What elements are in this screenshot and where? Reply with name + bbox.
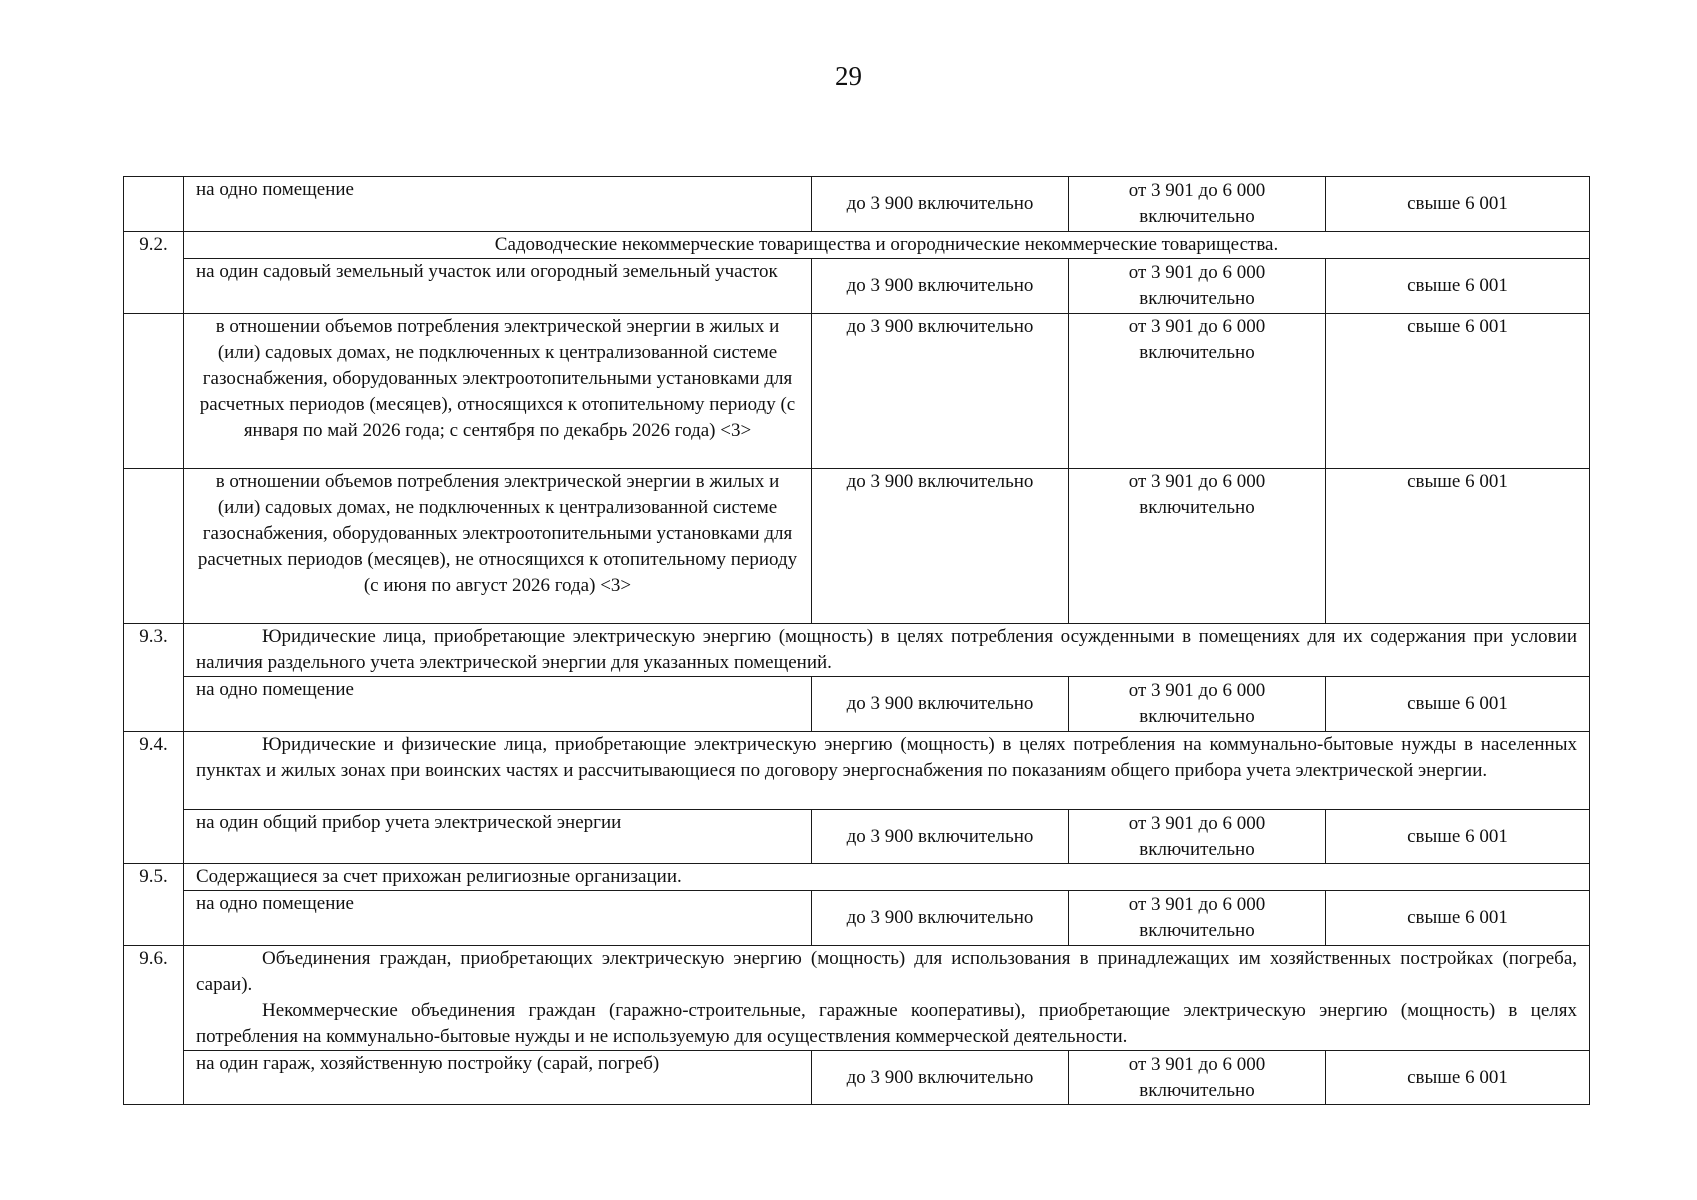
tariff-table <box>123 176 1590 1105</box>
table-row <box>124 1051 1590 1105</box>
row-label: на одно помещение <box>184 677 812 732</box>
row-label: на одно помещение <box>184 891 812 946</box>
range-low-cell: до 3 900 включительно <box>812 677 1069 732</box>
range-low-cell: до 3 900 включительно <box>812 891 1069 946</box>
section-heading: Объединения граждан, приобретающих электрическую энергию (мощность) для использования в принадлежащих им хозяйственных постройках (погреба, сараи). <box>196 948 1577 995</box>
row-label: на один гараж, хозяйственную постройку (сарай, погреб) <box>184 1051 812 1105</box>
range-low-cell: до 3 900 включительно <box>812 259 1069 314</box>
row-number-cell <box>124 177 184 232</box>
range-low-cell: до 3 900 включительно <box>812 177 1069 232</box>
range-mid-cell: от 3 901 до 6 000 включительно <box>1069 469 1326 624</box>
section-heading: Юридические лица, приобретающие электрическую энергию (мощность) в целях потребления осужденными в помещениях для их содержания при условии наличия раздельного учета электрической энергии для указанных помещений. <box>196 626 1577 673</box>
section-heading-cell <box>184 732 1590 810</box>
section-number: 9.4. <box>124 732 184 864</box>
section-heading-row <box>124 624 1590 677</box>
range-high-cell: свыше 6 001 <box>1326 259 1590 314</box>
section-heading-row <box>124 864 1590 891</box>
row-label: в отношении объемов потребления электрической энергии в жилых и (или) садовых домах, не подключенных к централизованной системе газоснабжения, оборудованных электроотопительными установками для расчетных периодов (месяцев), относящихся к отопительному периоду (с января по май 2026 года; с сентября по декабрь 2026 года) <3> <box>184 314 812 469</box>
section-heading-cell <box>184 946 1590 1051</box>
section-heading: Содержащиеся за счет прихожан религиозные организации. <box>184 864 1590 891</box>
table-row <box>124 259 1590 314</box>
table-row <box>124 177 1590 232</box>
section-heading-row <box>124 232 1590 259</box>
range-high-cell: свыше 6 001 <box>1326 469 1590 624</box>
section-heading-continued: Некоммерческие объединения граждан (гаражно-строительные, гаражные кооперативы), приобретающие электрическую энергию (мощность) в целях потребления на коммунально-бытовые нужды и не используемую для осуществления коммерческой деятельности. <box>196 1000 1577 1047</box>
section-number: 9.3. <box>124 624 184 732</box>
range-high-cell: свыше 6 001 <box>1326 810 1590 864</box>
row-number-cell <box>124 314 184 469</box>
section-heading-row <box>124 946 1590 1051</box>
section-heading: Юридические и физические лица, приобретающие электрическую энергию (мощность) в целях потребления на коммунально-бытовые нужды в населенных пунктах и жилых зонах при воинских частях и рассчитывающиеся по договору энергоснабжения по показаниям общего прибора учета электрической энергии. <box>196 734 1577 781</box>
section-number: 9.5. <box>124 864 184 946</box>
section-number: 9.2. <box>124 232 184 314</box>
table-row <box>124 469 1590 624</box>
section-heading-cell <box>184 624 1590 677</box>
range-high-cell: свыше 6 001 <box>1326 314 1590 469</box>
range-mid-cell: от 3 901 до 6 000 включительно <box>1069 810 1326 864</box>
table-row <box>124 677 1590 732</box>
row-label: в отношении объемов потребления электрической энергии в жилых и (или) садовых домах, не подключенных к централизованной системе газоснабжения, оборудованных электроотопительными установками для расчетных периодов (месяцев), не относящихся к отопительному периоду (с июня по август 2026 года) <3> <box>184 469 812 624</box>
section-heading-row <box>124 732 1590 810</box>
range-high-cell: свыше 6 001 <box>1326 177 1590 232</box>
row-number-cell <box>124 469 184 624</box>
row-label: на один общий прибор учета электрической энергии <box>184 810 812 864</box>
section-number: 9.6. <box>124 946 184 1105</box>
range-high-cell: свыше 6 001 <box>1326 1051 1590 1105</box>
range-low-cell: до 3 900 включительно <box>812 314 1069 469</box>
range-high-cell: свыше 6 001 <box>1326 891 1590 946</box>
range-low-cell: до 3 900 включительно <box>812 1051 1069 1105</box>
table-row <box>124 810 1590 864</box>
range-low-cell: до 3 900 включительно <box>812 810 1069 864</box>
table-row <box>124 314 1590 469</box>
range-high-cell: свыше 6 001 <box>1326 677 1590 732</box>
range-mid-cell: от 3 901 до 6 000 включительно <box>1069 314 1326 469</box>
range-mid-cell: от 3 901 до 6 000 включительно <box>1069 177 1326 232</box>
range-low-cell: до 3 900 включительно <box>812 469 1069 624</box>
range-mid-cell: от 3 901 до 6 000 включительно <box>1069 259 1326 314</box>
table-row <box>124 891 1590 946</box>
page-number: 29 <box>835 61 862 91</box>
range-mid-cell: от 3 901 до 6 000 включительно <box>1069 1051 1326 1105</box>
row-label: на одно помещение <box>184 177 812 232</box>
range-mid-cell: от 3 901 до 6 000 включительно <box>1069 677 1326 732</box>
row-label: на один садовый земельный участок или огородный земельный участок <box>184 259 812 314</box>
range-mid-cell: от 3 901 до 6 000 включительно <box>1069 891 1326 946</box>
section-heading: Садоводческие некоммерческие товарищества и огороднические некоммерческие товарищества. <box>184 232 1590 259</box>
